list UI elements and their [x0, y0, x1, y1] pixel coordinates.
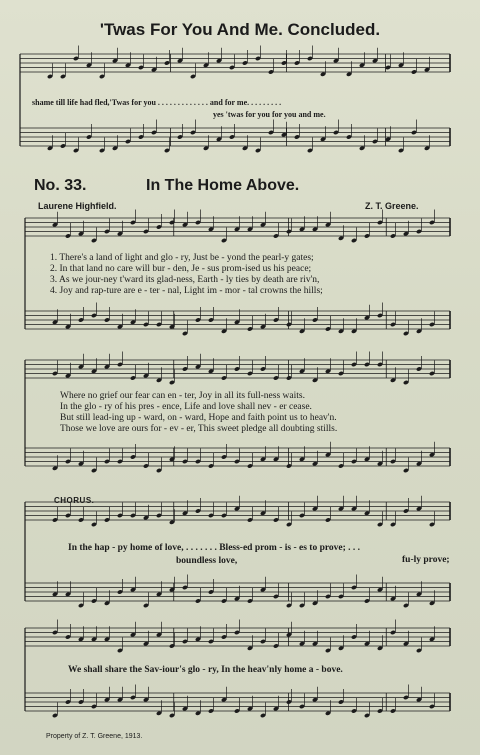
chorus-lyrics-1c: boundless love, [176, 556, 238, 566]
chorus-label: CHORUS. [54, 496, 95, 505]
verse-4-line-2: Those we love are ours for - ev - er, This sweet pledge all doubting stills. [60, 424, 338, 434]
page-title: 'Twas For You And Me. Concluded. [99, 20, 381, 39]
verse-1-line-1: 1. There's a land of light and glo - ry, Just be - yond the pearl-y gates; [50, 253, 314, 263]
hymn-title: In The Home Above. [146, 177, 300, 194]
verse-3-line-1: 3. As we jour-ney t'ward its glad-ness, Earth - ly ties by death are riv'n, [50, 275, 320, 285]
verse-2-line-1: 2. In that land no care will bur - den, Je - sus prom-ised us his peace; [50, 264, 312, 274]
verse-3-line-2: But still lead-ing up - ward, on - ward, Hope and faith point us to heav'n. [60, 413, 337, 423]
hymn-number: No. 33. [34, 177, 87, 194]
prev-lyrics-bass: yes 'twas for you for you and me. [213, 110, 326, 119]
copyright-footer: Property of Z. T. Greene, 1913. [46, 733, 143, 740]
verse-4-line-1: 4. Joy and rap-ture are e - ter - nal, Light im - mor - tal crowns the hills; [50, 286, 323, 296]
chorus-lyrics-1b: fu-ly prove; [402, 555, 450, 565]
composer-credit: Z. T. Greene. [365, 201, 419, 211]
author-credit: Laurene Highfield. [38, 201, 117, 211]
chorus-lyrics-2: We shall share the Sav-iour's glo - ry, In the heav'nly home a - bove. [68, 665, 343, 675]
prev-lyrics-treble: shame till life had fled,'Twas for you . . . . . . . . . . . . . and for me. . . . . . . . . [32, 98, 282, 107]
verse-1-line-2: Where no grief our fear can en - ter, Joy in all its full-ness waits. [60, 391, 305, 401]
chorus-lyrics-1: In the hap - py home of love, . . . . . . . Bless-ed prom - is - es to prove; . . . [68, 543, 361, 553]
verse-2-line-2: In the glo - ry of his pres - ence, Life and love shall nev - er cease. [60, 402, 312, 412]
